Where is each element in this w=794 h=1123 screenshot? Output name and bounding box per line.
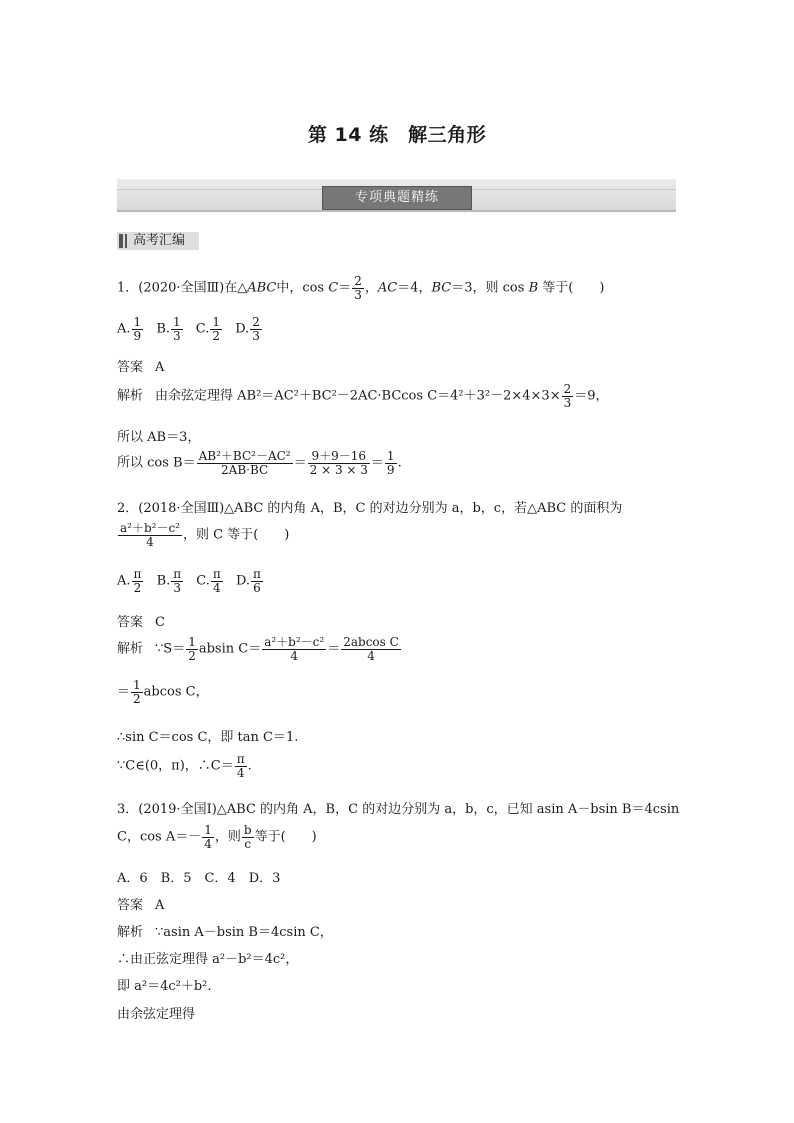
- q2-options: [117, 568, 272, 594]
- q1-option-a: A. $\frac{1}{9}$: [117, 315, 142, 343]
- q1-analysis-line-2: 所以 AB＝3，: [117, 430, 201, 445]
- section-tag-label: 高考汇编: [133, 233, 186, 248]
- q3-answer: 答案 A: [117, 898, 165, 913]
- q2-option-b: B. $\frac{\pi}{3}$: [156, 567, 182, 595]
- q2-analysis-line-2: ＝ $\frac{1}{2}$ abcos C，: [117, 678, 209, 706]
- q2-option-c: C. $\frac{\pi}{4}$: [196, 567, 221, 595]
- q2-analysis-line-3: ∴sin C＝cos C，即 tan C＝1.: [117, 730, 299, 745]
- q2-option-d: D. $\frac{\pi}{6}$: [235, 567, 261, 595]
- q2-analysis-line-1: 解析 ∵S＝ $\frac{1}{2}$ absin C＝ $\frac{\text{a²＋b²－c²}}{4}$ ＝ $\frac{\text{2abcos C}}{4}$: [117, 635, 399, 663]
- q1-analysis-line-1: 解析 由余弦定理得 AB²＝AC²＋BC²－2AC·BCcos C＝4²＋3²－2×4×3× $\frac{2}{3}$ ＝9，: [117, 382, 609, 410]
- q1-stem: 1．(2020·全国Ⅲ)在△ABC中，cos C＝ $\frac{2}{3}$ ，AC＝4，BC＝3，则 cos B 等于( ): [117, 274, 605, 302]
- q1-option-b: B. $\frac{1}{3}$: [156, 315, 181, 343]
- q2-analysis-line-4: ∵C∈(0，π)，∴C＝ $\frac{\pi}{4}$ .: [117, 752, 252, 780]
- q1-fraction: $\frac{2}{3}$: [354, 274, 362, 302]
- q1-option-c: C. $\frac{1}{2}$: [195, 315, 221, 343]
- q2-stem-line-1: 2．(2018·全国Ⅲ)△ABC 的内角 A，B，C 的对边分别为 a，b，c，若△ABC 的面积为: [117, 501, 623, 516]
- page-title: 第 14 练 解三角形: [307, 124, 487, 146]
- q2-option-a: A. $\frac{\pi}{2}$: [117, 567, 142, 595]
- section-tag: [117, 232, 199, 250]
- q1-analysis-line-3: 所以 cos B＝ $\frac{\text{AB²＋BC²－AC²}}{2AB\cdot BC}$ ＝ $\frac{9+9-16}{2 \times 3 \times 3}$ ＝ $\frac{1}{9}$ .: [117, 449, 402, 477]
- q3-analysis-line-2: ∴由正弦定理得 a²－b²＝4c²，: [117, 952, 299, 967]
- q3-analysis-line-1: 解析 ∵asin A－bsin B＝4csin C，: [117, 925, 333, 940]
- q1-options: [117, 316, 271, 342]
- section-band-label: 专项典题精练: [322, 186, 472, 210]
- q3-options: A．6 B．5 C．4 D．3: [117, 871, 281, 886]
- q1-option-d: D. $\frac{2}{3}$: [235, 315, 260, 343]
- q3-stem-line-2: C，cos A＝－ $\frac{1}{4}$ ，则 $\frac{b}{c}$ 等于( ): [117, 823, 317, 851]
- q2-answer: 答案 C: [117, 615, 165, 630]
- q3-analysis-line-3: 即 a²＝4c²＋b².: [117, 979, 212, 994]
- q3-stem-line-1: 3．(2019·全国Ⅰ)△ABC 的内角 A，B，C 的对边分别为 a，b，c，已知 asin A－bsin B＝4csin: [117, 802, 680, 817]
- q3-analysis-line-4: 由余弦定理得: [117, 1007, 196, 1022]
- q2-stem-line-2: $\frac{\text{a²＋b²－c²}}{4}$ ，则 C 等于( ): [120, 521, 290, 549]
- q1-answer: 答案 A: [117, 360, 165, 375]
